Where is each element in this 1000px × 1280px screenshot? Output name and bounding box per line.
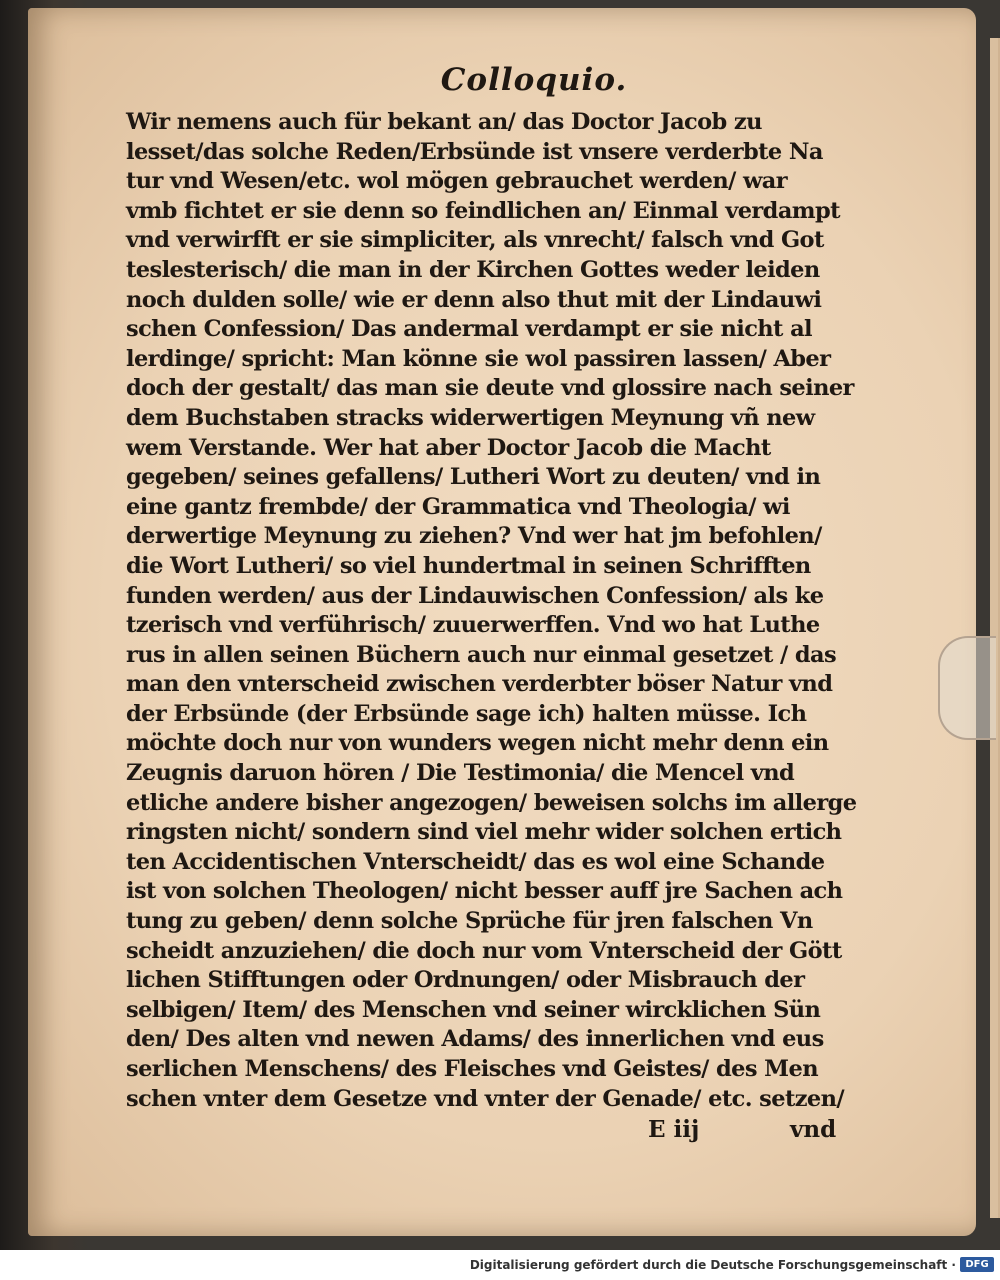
text-line: serlichen Menschens/ des Fleisches vnd Geistes/ des Men <box>126 1056 818 1082</box>
text-line: scheidt anzuziehen/ die doch nur vom Vnterscheid der Gött <box>126 937 842 964</box>
page-foot <box>28 1116 837 1146</box>
text-line: noch dulden solle/ wie er denn also thut mit der Lindauwi <box>126 286 822 313</box>
page-text-block <box>98 48 858 1114</box>
text-line: tung zu geben/ denn solche Sprüche für jren falschen Vn <box>126 908 813 935</box>
text-line: schen vnter dem Gesetze vnd vnter der Genade/ etc. setzen/ <box>126 1085 845 1112</box>
text-line: den/ Des alten vnd newen Adams/ des innerlichen vnd eus <box>126 1026 824 1053</box>
text-line: lerdinge/ spricht: Man könne sie wol passiren lassen/ Aber <box>126 345 831 372</box>
text-line: möchte doch nur von wunders wegen nicht mehr denn ein <box>126 730 829 757</box>
text-line: lesset/das solche Reden/Erbsünde ist vnsere verderbte Na <box>126 138 823 165</box>
text-line: eine gantz frembde/ der Grammatica vnd Theologia/ wi <box>126 493 790 520</box>
page-tab-marker <box>938 636 996 740</box>
text-line: doch der gestalt/ das man sie deute vnd glossire nach seiner <box>126 375 854 402</box>
text-line: tur vnd Wesen/etc. wol mögen gebrauchet werden/ war <box>126 168 788 195</box>
text-line: derwertige Meynung zu ziehen? Vnd wer hat jm befohlen/ <box>126 523 822 550</box>
text-line: der Erbsünde (der Erbsünde sage ich) halten müsse. Ich <box>126 700 807 727</box>
text-line: ten Accidentischen Vnterscheidt/ das es wol eine Schande <box>126 848 825 875</box>
text-line: vmb fichtet er sie denn so feindlichen an/ Einmal verdampt <box>126 197 840 224</box>
footer-credit: Digitalisierung gefördert durch die Deutsche Forschungsgemeinschaft · <box>469 1258 956 1272</box>
text-line: gegeben/ seines gefallens/ Lutheri Wort zu deuten/ vnd in <box>126 464 821 491</box>
footer-bar <box>0 1250 1000 1280</box>
text-line: etliche andere bisher angezogen/ beweisen solchs im allerge <box>126 789 857 816</box>
text-line: rus in allen seinen Büchern auch nur einmal gesetzet / das <box>126 641 837 668</box>
text-line: vnd verwirfft er sie simpliciter, als vnrecht/ falsch vnd Got <box>126 227 824 254</box>
body-text <box>98 108 858 1114</box>
text-line: tzerisch vnd verführisch/ zuuerwerffen. Vnd wo hat Luthe <box>126 612 820 639</box>
text-line: wem Verstande. Wer hat aber Doctor Jacob die Macht <box>126 434 771 461</box>
running-title: Colloquio. <box>440 62 628 98</box>
text-line: lichen Stifftungen oder Ordnungen/ oder Misbrauch der <box>126 967 805 994</box>
text-line: ist von solchen Theologen/ nicht besser auff jre Sachen ach <box>126 878 843 905</box>
text-line: die Wort Lutheri/ so viel hundertmal in seinen Schrifften <box>126 552 811 579</box>
signature-mark: E iij <box>648 1116 700 1143</box>
text-line: selbigen/ Item/ des Menschen vnd seiner wircklichen Sün <box>126 996 821 1023</box>
text-line: funden werden/ aus der Lindauwischen Confession/ als ke <box>126 582 824 609</box>
text-line: teslesterisch/ die man in der Kirchen Gottes weder leiden <box>126 256 820 283</box>
dfg-logo-icon: DFG <box>960 1257 994 1272</box>
text-line: dem Buchstaben stracks widerwertigen Meynung vñ new <box>126 404 815 431</box>
book-page <box>28 8 976 1236</box>
catchword: vnd <box>790 1116 837 1143</box>
text-line: Zeugnis daruon hören / Die Testimonia/ die Mencel vnd <box>126 760 795 787</box>
text-line: ringsten nicht/ sondern sind viel mehr wider solchen ertich <box>126 819 842 846</box>
text-line: man den vnterscheid zwischen verderbter böser Natur vnd <box>126 671 833 698</box>
text-line: Wir nemens auch für bekant an/ das Doctor Jacob zu <box>126 109 762 135</box>
text-line: schen Confession/ Das andermal verdampt er sie nicht al <box>126 316 813 343</box>
